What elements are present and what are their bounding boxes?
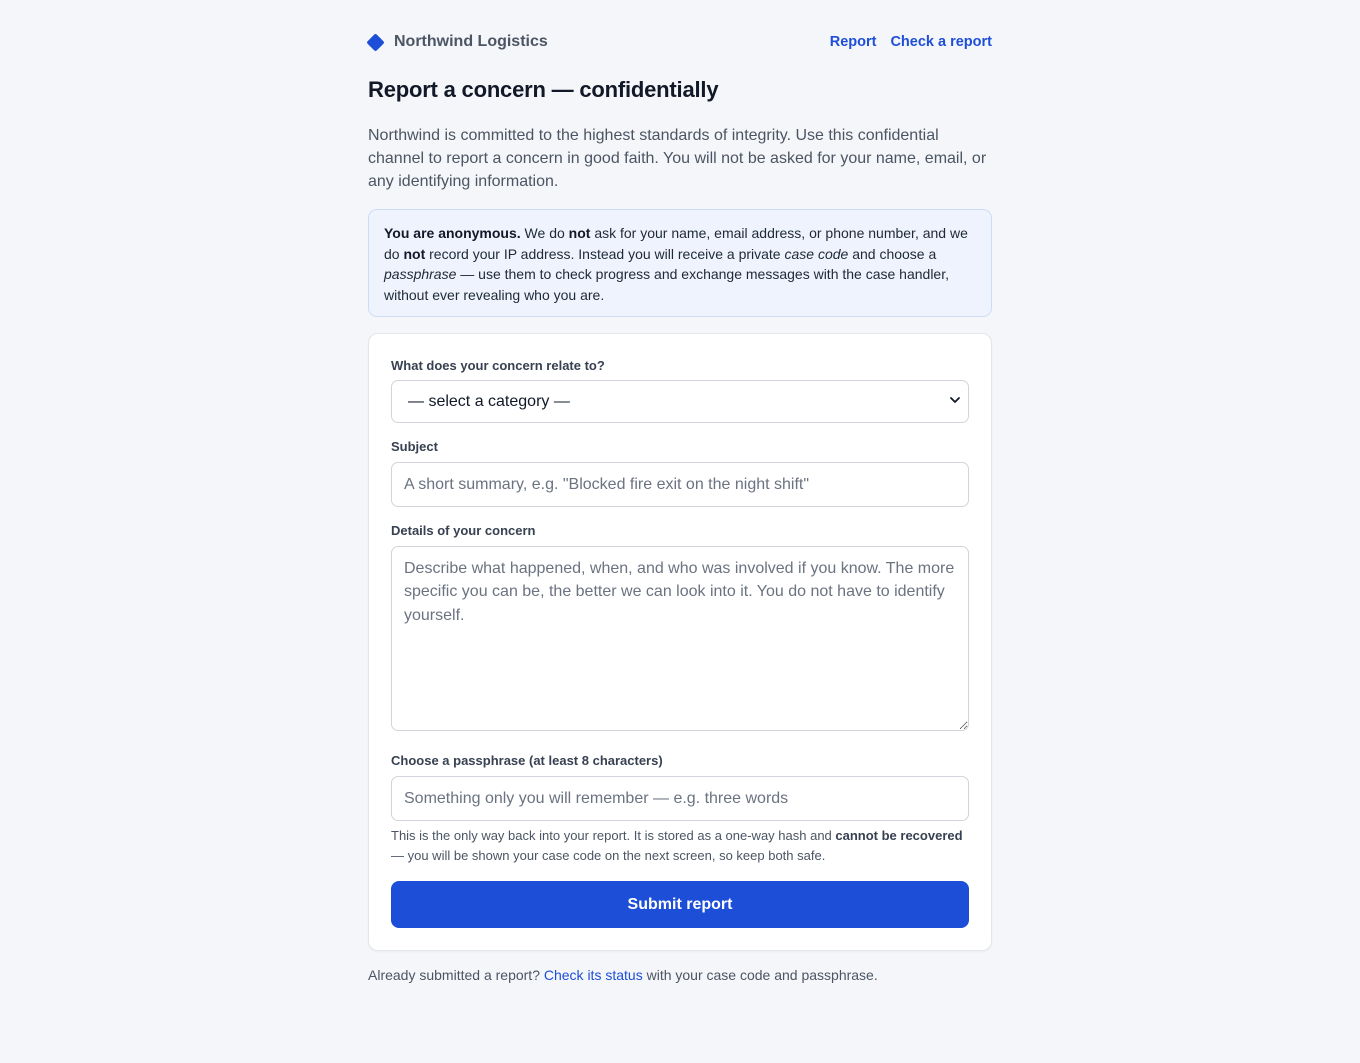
subject-label: Subject xyxy=(391,439,438,454)
footer-text xyxy=(368,967,878,983)
nav-report-link[interactable]: Report xyxy=(829,34,877,50)
brand-name: Northwind Logistics xyxy=(394,33,548,50)
notice-text: record your IP address. Instead you will receive a private xyxy=(425,245,785,262)
notice-emphasis: not xyxy=(568,225,591,241)
passphrase-input[interactable] xyxy=(391,776,969,821)
details-label: Details of your concern xyxy=(391,523,536,538)
hint-text: — you will be shown your case code on the next screen, so keep both safe. xyxy=(391,848,826,863)
notice-lead: You are anonymous. xyxy=(384,225,521,241)
category-select-wrap xyxy=(391,380,969,423)
category-select[interactable] xyxy=(391,380,969,423)
top-bar xyxy=(368,30,992,54)
anonymity-notice xyxy=(368,209,992,317)
notice-term-passphrase: passphrase xyxy=(384,266,457,283)
top-nav xyxy=(816,30,992,54)
passphrase-label: Choose a passphrase (at least 8 characters) xyxy=(391,753,663,768)
page-title: Report a concern — confidentially xyxy=(368,77,719,102)
footer-suffix: with your case code and passphrase. xyxy=(642,967,878,983)
check-status-link[interactable]: Check its status xyxy=(543,967,643,983)
report-form xyxy=(368,333,992,951)
notice-emphasis: not xyxy=(403,245,426,262)
submit-report-button[interactable]: Submit report xyxy=(391,881,969,928)
hint-emphasis: cannot be recovered xyxy=(835,828,963,843)
notice-text: — use them to check progress and exchange messages with the case handler, without ever revealing who you are. xyxy=(384,266,950,303)
category-label: What does your concern relate to? xyxy=(391,358,605,373)
notice-text: We do xyxy=(520,225,569,241)
footer-prefix: Already submitted a report? xyxy=(368,967,544,983)
passphrase-hint xyxy=(391,826,969,866)
notice-term-case-code: case code xyxy=(784,245,849,262)
diamond-logo-icon xyxy=(366,33,384,51)
details-textarea[interactable] xyxy=(391,546,969,731)
intro-text: Northwind is committed to the highest standards of integrity. Use this confidential channel to report a concern in good faith. You will not be asked for your name, email, or any identifying information. xyxy=(368,127,987,190)
brand[interactable] xyxy=(368,30,548,54)
notice-text: and choose a xyxy=(848,245,937,262)
notice-text: ask for your name, email address, or phone number, and we do xyxy=(384,225,968,262)
subject-input[interactable] xyxy=(391,462,969,507)
hint-text: This is the only way back into your report. It is stored as a one-way hash and xyxy=(391,828,836,843)
nav-check-report-link[interactable]: Check a report xyxy=(890,34,992,50)
